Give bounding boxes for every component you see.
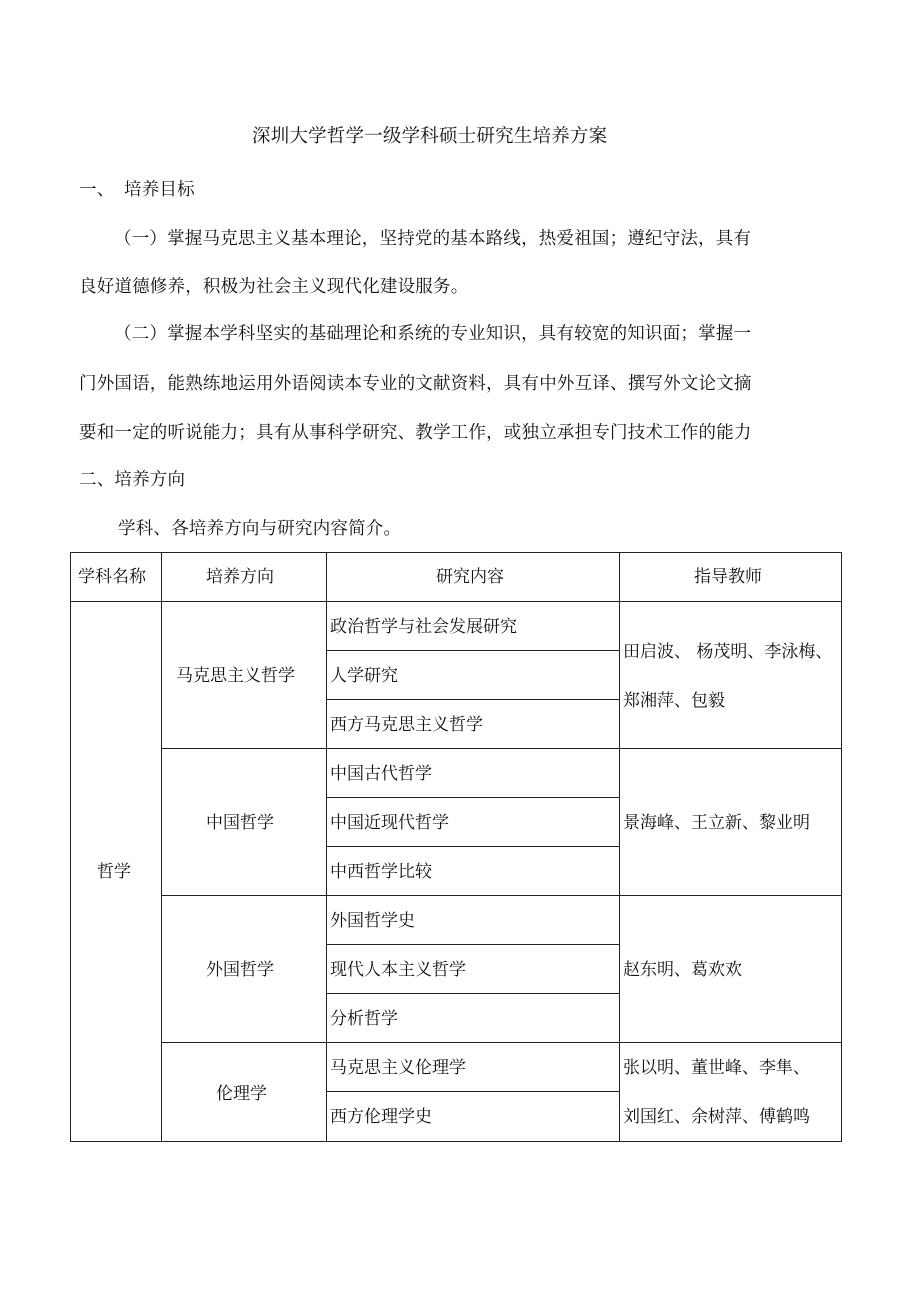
discipline-cell: 哲学 [97,862,131,882]
content-row-divider [326,993,619,994]
content-row-divider [326,650,619,651]
advisor-cell: 田启波、 杨茂明、李泳梅、 [623,642,833,662]
group-divider-1 [161,748,842,749]
direction-cell: 外国哲学 [206,960,274,980]
table-border-top [70,552,842,553]
content-cell: 中国古代哲学 [330,764,432,784]
header-discipline: 学科名称 [78,567,146,587]
paragraph-1-line-2: 良好道德修养，积极为社会主义现代化建设服务。 [79,277,469,297]
header-divider [70,601,842,602]
table-border-left [70,552,71,1142]
content-row-divider [326,944,619,945]
paragraph-1-line-1: （一）掌握马克思主义基本理论，坚持党的基本路线，热爱祖国；遵纪守法，具有 [114,229,752,249]
section2-intro: 学科、各培养方向与研究内容简介。 [118,519,402,539]
content-row-divider [326,699,619,700]
column-divider-3 [619,552,620,1142]
section1-heading: 培养目标 [124,180,195,200]
table-border-bottom [70,1141,842,1142]
direction-cell: 伦理学 [216,1084,267,1104]
content-cell: 西方伦理学史 [330,1107,432,1127]
advisor-cell: 景海峰、王立新、黎业明 [623,813,810,833]
content-cell: 中国近现代哲学 [330,813,449,833]
training-directions-table [70,552,842,1142]
table-border-right [841,552,842,1142]
content-cell: 人学研究 [330,666,398,686]
section2-heading: 二、培养方向 [79,470,186,490]
advisor-cell: 刘国红、余树萍、傅鹤鸣 [623,1107,810,1127]
document-title: 深圳大学哲学一级学科硕士研究生培养方案 [252,126,608,147]
content-row-divider [326,1091,619,1092]
content-row-divider [326,797,619,798]
header-advisor: 指导教师 [694,567,762,587]
section1-heading-number: 一、 [79,180,115,200]
content-cell: 现代人本主义哲学 [330,960,466,980]
content-cell: 分析哲学 [330,1009,398,1029]
header-content: 研究内容 [436,567,504,587]
content-cell: 西方马克思主义哲学 [330,715,483,735]
paragraph-2-line-3: 要和一定的听说能力；具有从事科学研究、教学工作，或独立承担专门技术工作的能力 [79,423,752,443]
content-cell: 中西哲学比较 [330,862,432,882]
advisor-cell: 张以明、董世峰、李隼、 [623,1058,810,1078]
paragraph-2-line-2: 门外国语，能熟练地运用外语阅读本专业的文献资料，具有中外互译、撰写外文论文摘 [79,374,752,394]
group-divider-3 [161,1042,842,1043]
content-cell: 外国哲学史 [330,911,415,931]
advisor-cell: 郑湘萍、包毅 [623,691,725,711]
column-divider-2 [326,552,327,1142]
content-cell: 马克思主义伦理学 [330,1058,466,1078]
direction-cell: 马克思主义哲学 [176,666,295,686]
direction-cell: 中国哲学 [206,813,274,833]
group-divider-2 [161,895,842,896]
advisor-cell: 赵东明、葛欢欢 [623,960,742,980]
content-row-divider [326,846,619,847]
column-divider-1 [161,552,162,1142]
paragraph-2-line-1: （二）掌握本学科坚实的基础理论和系统的专业知识，具有较宽的知识面；掌握一 [114,324,752,344]
header-direction: 培养方向 [206,567,274,587]
content-cell: 政治哲学与社会发展研究 [330,617,517,637]
